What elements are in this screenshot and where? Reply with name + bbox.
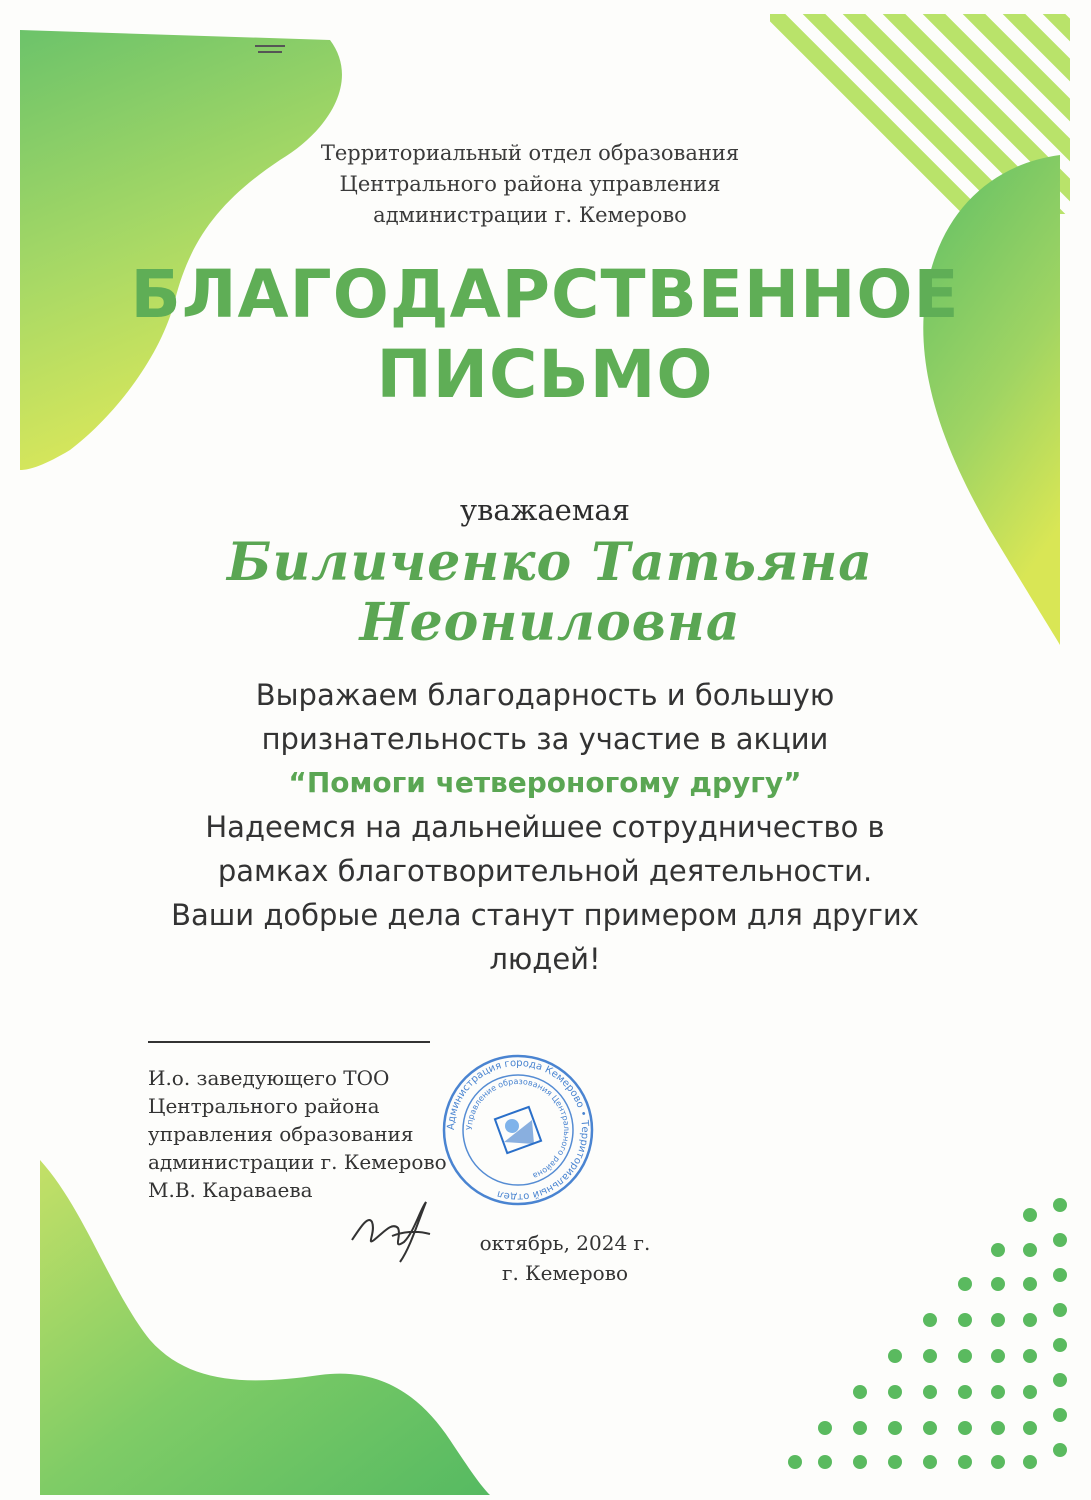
recipient-name-line-1: Биличенко Татьяна [227,532,873,593]
signatory-line: управления образования [148,1122,414,1146]
message-line: людей! [489,942,601,976]
title-line-2: ПИСЬМО [376,336,714,413]
stamp-emblem [495,1107,541,1153]
official-stamp [438,1050,598,1210]
stamp-inner-text: Управление образования Центрального района [464,1076,572,1181]
title-line-1: БЛАГОДАРСТВЕННОЕ [130,256,960,333]
message-body [120,673,970,981]
stamp-outer-text: Администрация города Кемерово • Территориальный отдел [445,1057,591,1203]
message-line: признательность за участие в акции [261,722,829,756]
issue-date: октябрь, 2024 г. [479,1231,651,1255]
action-name: “Помоги четвероногому другу” [288,766,802,799]
signatory-line: Центрального района [148,1094,380,1118]
bottom-right-dots [788,1198,1067,1469]
message-line: Ваши добрые дела станут примером для других [171,898,919,932]
signatory-line: М.В. Караваева [148,1178,313,1202]
organization-line: Территориальный отдел образования [320,141,740,165]
message-line: рамках благотворительной деятельности. [217,854,873,888]
signatory-block [148,1064,478,1204]
handwritten-signature [352,1202,430,1262]
document-title [120,255,970,415]
signatory-line: И.о. заведующего ТОО [148,1066,390,1090]
message-line: Надеемся на дальнейшее сотрудничество в [205,810,885,844]
organization-line: Центрального района управления [339,172,721,196]
message-line: Выражаем благодарность и большую [255,678,835,712]
issue-info [440,1228,690,1288]
organization-line: администрации г. Кемерово [373,203,687,227]
recipient-name [150,533,950,653]
signatory-line: администрации г. Кемерово [148,1150,447,1174]
recipient-name-line-2: Неониловна [359,592,741,653]
organization-header [250,138,810,231]
greeting: уважаемая [460,493,630,527]
issue-city: г. Кемерово [501,1261,629,1285]
